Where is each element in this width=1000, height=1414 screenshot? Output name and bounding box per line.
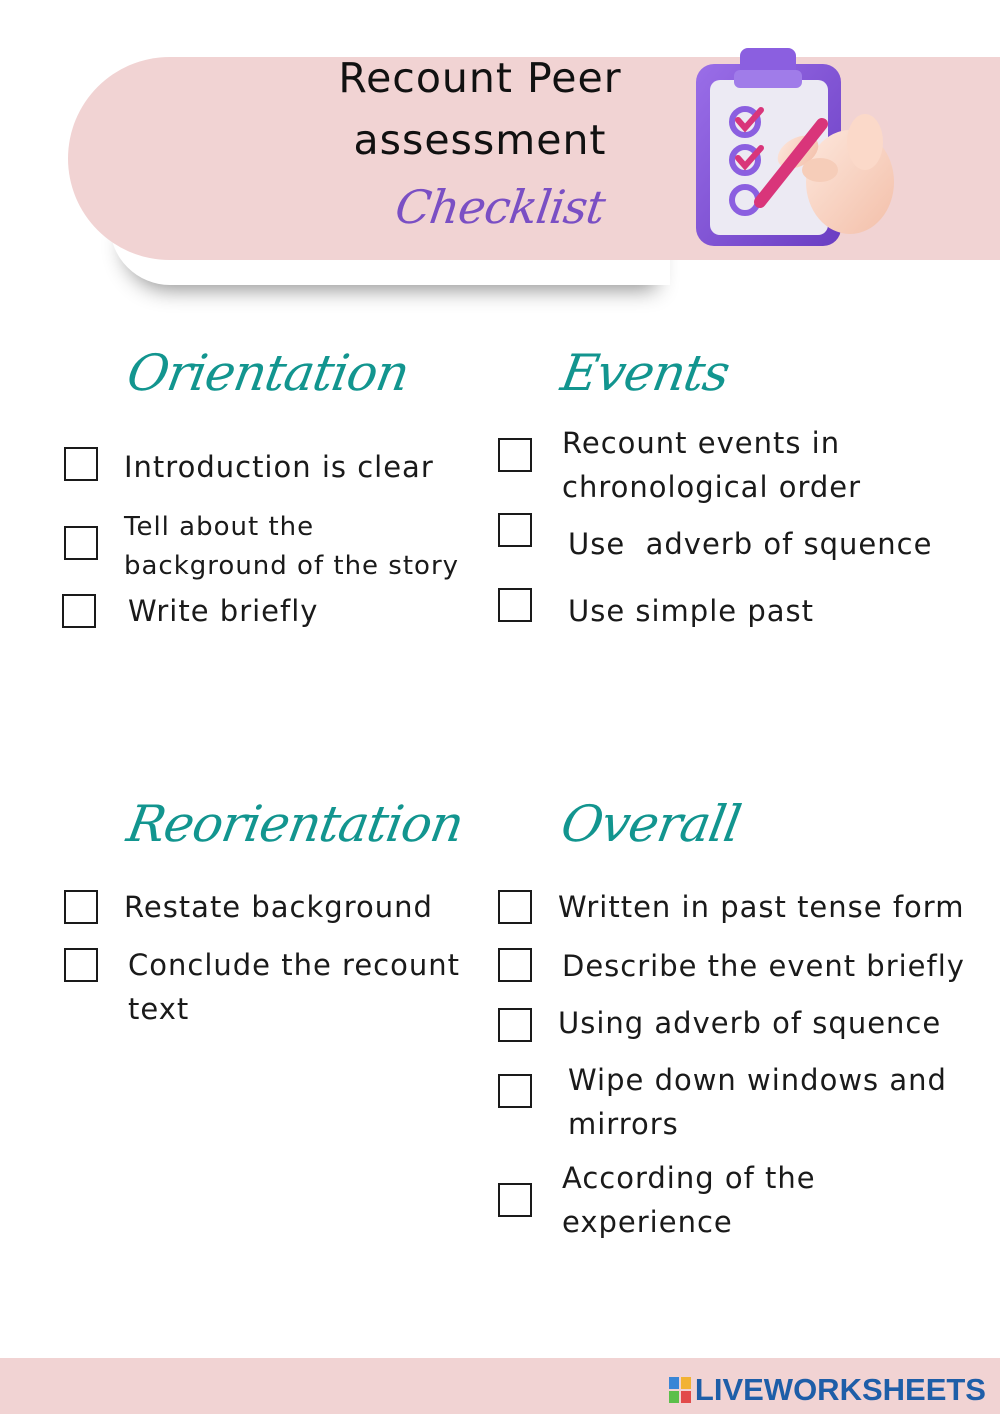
item-adverb-sequence: Use adverb of squence xyxy=(568,527,933,561)
section-title-reorientation: Reorientation xyxy=(122,795,468,853)
checkbox-conclude[interactable] xyxy=(64,948,98,982)
liveworksheets-logo-icon xyxy=(669,1377,691,1403)
item-introduction: Introduction is clear xyxy=(124,450,434,484)
section-title-events: Events xyxy=(556,344,734,402)
checkbox-chronological[interactable] xyxy=(498,438,532,472)
page-title-line2: assessment xyxy=(353,116,607,164)
checkbox-adverb-sequence[interactable] xyxy=(498,513,532,547)
section-title-overall: Overall xyxy=(556,795,745,853)
checkbox-simple-past[interactable] xyxy=(498,588,532,622)
checkbox-introduction[interactable] xyxy=(64,447,98,481)
item-restate-background: Restate background xyxy=(124,890,433,924)
page-title-line1: Recount Peer xyxy=(338,54,622,102)
item-past-tense: Written in past tense form xyxy=(558,890,965,924)
brand-name: LIVEWORKSHEETS xyxy=(694,1372,986,1407)
item-background: Tell about the background of the story xyxy=(124,512,460,581)
item-using-adverb: Using adverb of squence xyxy=(558,1006,942,1040)
checkbox-wipe-windows[interactable] xyxy=(498,1074,532,1108)
item-simple-past: Use simple past xyxy=(568,594,814,628)
checkbox-write-briefly[interactable] xyxy=(62,594,96,628)
brand xyxy=(669,1372,986,1408)
checkbox-past-tense[interactable] xyxy=(498,890,532,924)
page-subtitle: Checklist xyxy=(392,180,608,234)
checkbox-describe-event[interactable] xyxy=(498,948,532,982)
item-describe-event: Describe the event briefly xyxy=(562,949,965,983)
item-experience: According of the experience xyxy=(562,1161,816,1239)
item-chronological: Recount events in chronological order xyxy=(562,426,862,504)
checkbox-background[interactable] xyxy=(64,526,98,560)
item-wipe-windows: Wipe down windows and mirrors xyxy=(568,1063,947,1141)
checkbox-experience[interactable] xyxy=(498,1183,532,1217)
item-conclude: Conclude the recount text xyxy=(128,948,460,1026)
checkbox-using-adverb[interactable] xyxy=(498,1008,532,1042)
clipboard-checklist-hand-icon xyxy=(690,42,900,252)
item-write-briefly: Write briefly xyxy=(128,594,319,628)
section-title-orientation: Orientation xyxy=(122,344,414,402)
footer-band xyxy=(0,1358,1000,1414)
checkbox-restate-background[interactable] xyxy=(64,890,98,924)
